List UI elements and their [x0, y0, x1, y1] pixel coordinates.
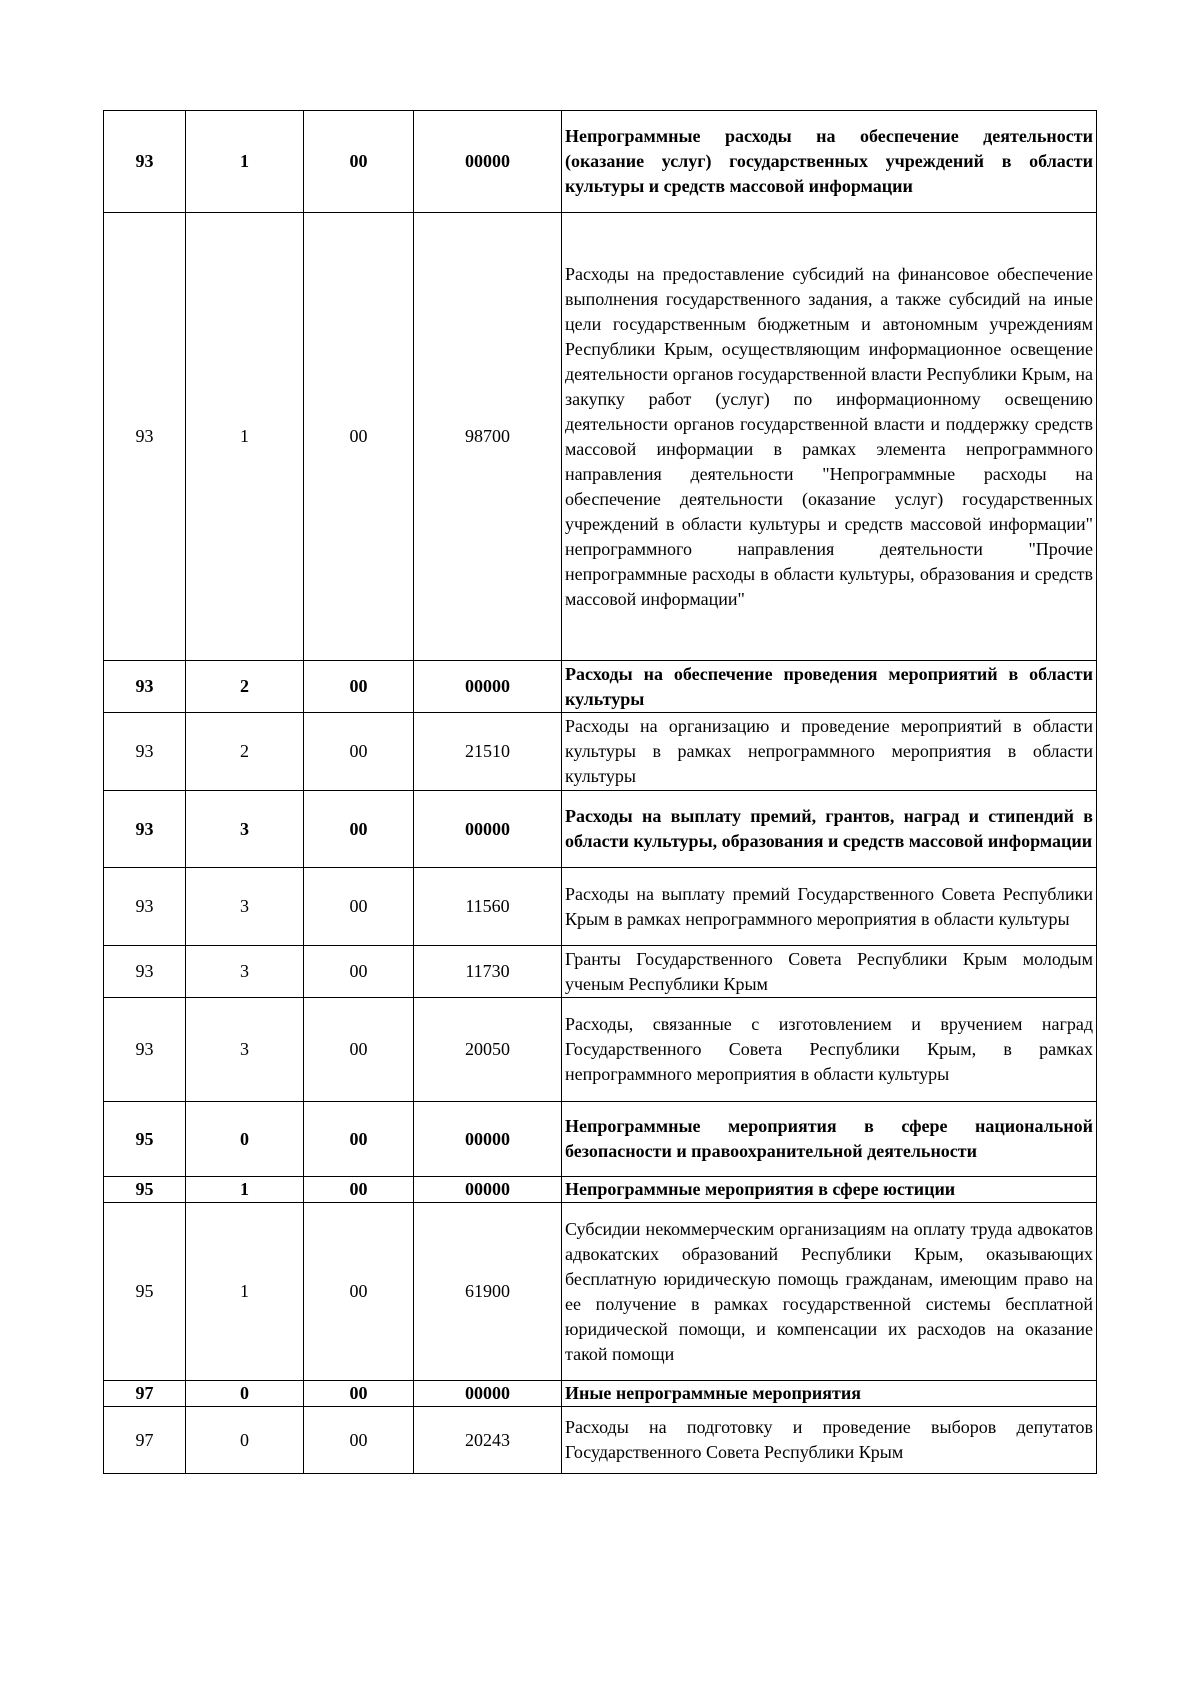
subsection-code-cell: 2 — [186, 713, 304, 791]
group-code-cell: 00 — [304, 868, 414, 946]
table-row — [104, 111, 1097, 213]
table-row — [104, 1177, 1097, 1203]
subsection-code-cell: 3 — [186, 868, 304, 946]
subsection-code-cell: 3 — [186, 791, 304, 868]
section-code-cell: 93 — [104, 111, 186, 213]
section-code-cell: 95 — [104, 1102, 186, 1177]
subsection-code-cell: 1 — [186, 1203, 304, 1381]
table-row — [104, 713, 1097, 791]
direction-code-cell: 00000 — [414, 1102, 562, 1177]
direction-code-cell: 11560 — [414, 868, 562, 946]
subsection-code-cell: 1 — [186, 213, 304, 661]
description-cell: Расходы на подготовку и проведение выборов депутатов Государственного Совета Республики Крым — [562, 1407, 1097, 1474]
section-code-cell: 93 — [104, 661, 186, 713]
table-row — [104, 998, 1097, 1102]
direction-code-cell: 21510 — [414, 713, 562, 791]
table-row — [104, 1407, 1097, 1474]
subsection-code-cell: 2 — [186, 661, 304, 713]
direction-code-cell: 20243 — [414, 1407, 562, 1474]
subsection-code-cell: 0 — [186, 1407, 304, 1474]
budget-classification-table — [103, 110, 1097, 1474]
group-code-cell: 00 — [304, 1102, 414, 1177]
section-code-cell: 93 — [104, 213, 186, 661]
group-code-cell: 00 — [304, 111, 414, 213]
direction-code-cell: 00000 — [414, 791, 562, 868]
section-code-cell: 95 — [104, 1177, 186, 1203]
description-cell: Расходы на предоставление субсидий на финансовое обеспечение выполнения государственного задания, а также субсидий на иные цели государственным бюджетным и автономным учреждениям Республики Крым, осуществляющим информационное освещение деятельности органов государственной власти Республики Крым, на закупку работ (услуг) по информационному освещению деятельности органов государственной власти и поддержку средств массовой информации в рамках элемента непрограммного направления деятельности "Непрограммные расходы на обеспечение деятельности (оказание услуг) государственных учреждений в области культуры и средств массовой информации" непрограммного направления деятельности "Прочие непрограммные расходы в области культуры, образования и средств массовой информации" — [562, 213, 1097, 661]
direction-code-cell: 00000 — [414, 661, 562, 713]
description-cell: Расходы на обеспечение проведения мероприятий в области культуры — [562, 661, 1097, 713]
subsection-code-cell: 3 — [186, 946, 304, 998]
table-row — [104, 946, 1097, 998]
group-code-cell: 00 — [304, 213, 414, 661]
section-code-cell: 93 — [104, 791, 186, 868]
table-row — [104, 213, 1097, 661]
description-cell: Непрограммные мероприятия в сфере юстиции — [562, 1177, 1097, 1203]
section-code-cell: 93 — [104, 868, 186, 946]
group-code-cell: 00 — [304, 661, 414, 713]
group-code-cell: 00 — [304, 946, 414, 998]
section-code-cell: 95 — [104, 1203, 186, 1381]
direction-code-cell: 98700 — [414, 213, 562, 661]
section-code-cell: 93 — [104, 713, 186, 791]
description-cell: Расходы, связанные с изготовлением и вручением наград Государственного Совета Республики Крым, в рамках непрограммного мероприятия в области культуры — [562, 998, 1097, 1102]
section-code-cell: 93 — [104, 946, 186, 998]
description-cell: Расходы на выплату премий Государственного Совета Республики Крым в рамках непрограммного мероприятия в области культуры — [562, 868, 1097, 946]
group-code-cell: 00 — [304, 1407, 414, 1474]
subsection-code-cell: 0 — [186, 1102, 304, 1177]
description-cell: Иные непрограммные мероприятия — [562, 1381, 1097, 1407]
direction-code-cell: 61900 — [414, 1203, 562, 1381]
table-row — [104, 1102, 1097, 1177]
description-cell: Гранты Государственного Совета Республики Крым молодым ученым Республики Крым — [562, 946, 1097, 998]
table-row — [104, 791, 1097, 868]
table-row — [104, 1203, 1097, 1381]
description-cell: Расходы на организацию и проведение мероприятий в области культуры в рамках непрограммного мероприятия в области культуры — [562, 713, 1097, 791]
table-row — [104, 1381, 1097, 1407]
direction-code-cell: 00000 — [414, 1177, 562, 1203]
subsection-code-cell: 1 — [186, 111, 304, 213]
section-code-cell: 97 — [104, 1381, 186, 1407]
subsection-code-cell: 0 — [186, 1381, 304, 1407]
group-code-cell: 00 — [304, 1177, 414, 1203]
description-cell: Субсидии некоммерческим организациям на оплату труда адвокатов адвокатских образований Республики Крым, оказывающих бесплатную юридическую помощь гражданам, имеющим право на ее получение в рамках государственной системы бесплатной юридической помощи, и компенсации их расходов на оказание такой помощи — [562, 1203, 1097, 1381]
section-code-cell: 97 — [104, 1407, 186, 1474]
direction-code-cell: 11730 — [414, 946, 562, 998]
description-cell: Непрограммные мероприятия в сфере национальной безопасности и правоохранительной деятельности — [562, 1102, 1097, 1177]
description-cell: Непрограммные расходы на обеспечение деятельности (оказание услуг) государственных учреждений в области культуры и средств массовой информации — [562, 111, 1097, 213]
table-row — [104, 661, 1097, 713]
table-row — [104, 868, 1097, 946]
group-code-cell: 00 — [304, 1381, 414, 1407]
group-code-cell: 00 — [304, 998, 414, 1102]
subsection-code-cell: 1 — [186, 1177, 304, 1203]
description-cell: Расходы на выплату премий, грантов, наград и стипендий в области культуры, образования и средств массовой информации — [562, 791, 1097, 868]
group-code-cell: 00 — [304, 791, 414, 868]
table-body — [104, 111, 1097, 1474]
section-code-cell: 93 — [104, 998, 186, 1102]
group-code-cell: 00 — [304, 713, 414, 791]
group-code-cell: 00 — [304, 1203, 414, 1381]
subsection-code-cell: 3 — [186, 998, 304, 1102]
direction-code-cell: 00000 — [414, 1381, 562, 1407]
direction-code-cell: 00000 — [414, 111, 562, 213]
direction-code-cell: 20050 — [414, 998, 562, 1102]
